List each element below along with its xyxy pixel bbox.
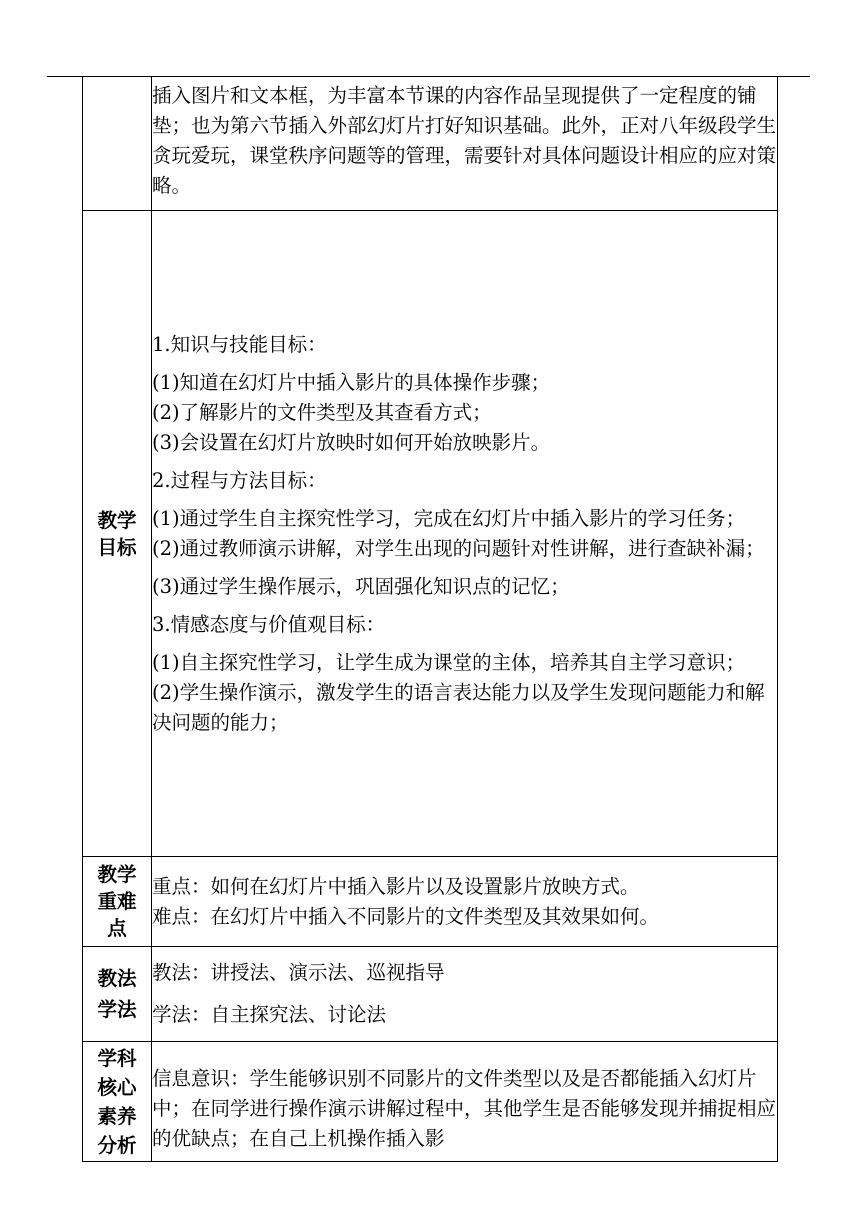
row-label-empty: [83, 77, 152, 211]
label-line: 教学: [97, 863, 137, 886]
paragraph: 难点：在幻灯片中插入不同影片的文件类型及其效果如何。: [152, 904, 660, 928]
table-row: [83, 211, 778, 857]
paragraph: (2)了解影片的文件类型及其查看方式；: [152, 400, 492, 424]
paragraph: (3)通过学生操作展示，巩固强化知识点的记忆；: [152, 574, 570, 598]
paragraph: 信息意识：学生能够识别不同影片的文件类型以及是否都能插入幻灯片中；在同学进行操作演示讲解过程中，其他学生是否能够发现并捕捉相应的优缺点；在自己上机操作插入影: [152, 1067, 777, 1150]
label-line: 教法: [97, 967, 137, 990]
label-line: 目标: [97, 535, 137, 559]
label-line: 点: [107, 917, 127, 940]
row-label: [83, 947, 152, 1042]
row-content: [152, 857, 778, 947]
paragraph: (2)学生操作演示，激发学生的语言表达能力以及学生发现问题能力和解决问题的能力；: [152, 680, 765, 734]
row-content: [152, 77, 778, 211]
table-row: [83, 77, 778, 211]
label-line: 学法: [97, 998, 137, 1021]
paragraph: 教法：讲授法、演示法、巡视指导: [152, 961, 445, 984]
row-content: [152, 1042, 778, 1162]
paragraph: (1)自主探究性学习，让学生成为课堂的主体，培养其自主学习意识；: [152, 650, 746, 674]
label-line: 重难: [97, 890, 137, 913]
paragraph: 重点：如何在幻灯片中插入影片以及设置影片放映方式。: [152, 874, 640, 898]
paragraph: 1.知识与技能目标：: [152, 332, 327, 356]
paragraph: (2)通过教师演示讲解，对学生出现的问题针对性讲解，进行查缺补漏；: [152, 536, 765, 560]
paragraph: 学法：自主探究法、讨论法: [152, 1003, 387, 1026]
paragraph: (3)会设置在幻灯片放映时如何开始放映影片。: [152, 430, 551, 454]
table-row: [83, 1042, 778, 1162]
label-line: 教学: [97, 508, 137, 532]
paragraph: (1)知道在幻灯片中插入影片的具体操作步骤；: [152, 370, 551, 394]
label-line: 素养: [97, 1104, 137, 1128]
label-line: 核心: [97, 1075, 137, 1099]
row-label: [83, 211, 152, 857]
label-line: 分析: [97, 1133, 137, 1157]
row-content: [152, 947, 778, 1042]
label-line: 学科: [97, 1046, 137, 1070]
paragraph: (1)通过学生自主探究性学习，完成在幻灯片中插入影片的学习任务；: [152, 506, 746, 530]
row-content: [152, 211, 778, 857]
paragraph: 2.过程与方法目标：: [152, 468, 327, 492]
row-label: [83, 857, 152, 947]
paragraph: 插入图片和文本框，为丰富本节课的内容作品呈现提供了一定程度的铺垫；也为第六节插入外部幻灯片打好知识基础。此外，正对八年级段学生贪玩爱玩，课堂秩序问题等的管理，需要针对具体问题设计相应的应对策略。: [152, 84, 777, 197]
table-row: [83, 947, 778, 1042]
row-label: [83, 1042, 152, 1162]
lesson-plan-table: [82, 76, 778, 1162]
paragraph: 3.情感态度与价值观目标：: [152, 612, 386, 636]
table-row: [83, 857, 778, 947]
